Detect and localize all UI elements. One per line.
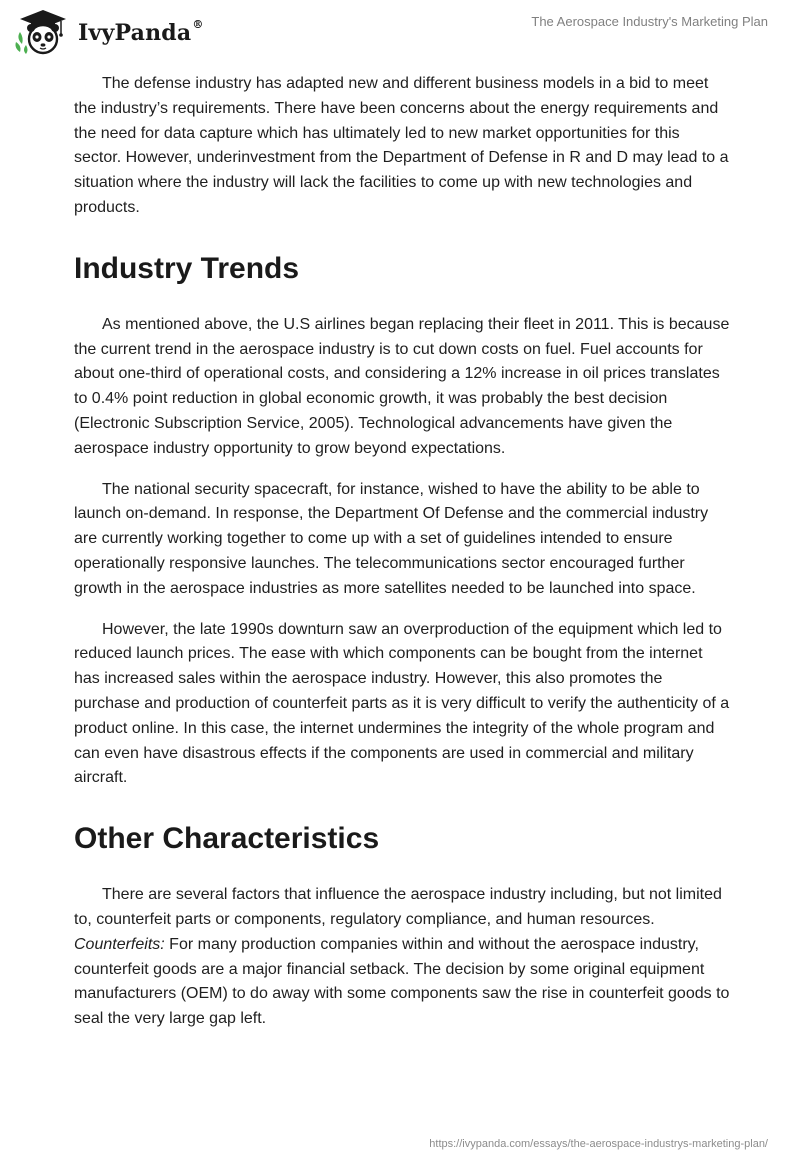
paragraph-text-rest: For many production companies within and without the aerospace industry, counterfeit goods are a major financial setback. The decision by some original equipment manufacturers (OEM) to do away with some components saw the rise in counterfeit goods to seal the very large gap left.	[74, 935, 730, 1028]
article-body	[74, 72, 730, 1048]
italic-label-counterfeits: Counterfeits:	[74, 935, 165, 953]
brand-logo[interactable]	[14, 8, 204, 56]
industry-trends-paragraph-1: As mentioned above, the U.S airlines began replacing their fleet in 2011. This is because the current trend in the aerospace industry is to cut down costs on fuel. Fuel accounts for about one-third of operational costs, and considering a 12% increase in oil prices translates to 0.4% point reduction in global economic growth, it was probably the best decision (Electronic Subscription Service, 2005). Technological advancements have given the aerospace industry opportunity to grow beyond expectations.	[74, 315, 730, 457]
other-characteristics-paragraph	[74, 883, 730, 1032]
document-title: The Aerospace Industry's Marketing Plan	[531, 14, 768, 29]
brand-name: IvyPanda®	[78, 17, 204, 46]
source-url[interactable]: https://ivypanda.com/essays/the-aerospace-industrys-marketing-plan/	[429, 1138, 768, 1150]
paragraph-text-lead: There are several factors that influence the aerospace industry including, but not limited to, counterfeit parts or components, regulatory compliance, and human resources.	[74, 886, 722, 928]
section-heading-industry-trends: Industry Trends	[74, 251, 300, 285]
panda-graduate-icon	[14, 8, 72, 56]
industry-trends-paragraph-3: However, the late 1990s downturn saw an overproduction of the equipment which led to reduced launch prices. The ease with which components can be bought from the internet has increased sales within the aerospace industry. However, this also promotes the purchase and production of counterfeit parts as it is very difficult to verify the authenticity of a product online. In this case, the internet undermines the integrity of the whole program and can even have disastrous effects if the components are used in commercial and military aircraft.	[74, 620, 730, 787]
industry-trends-paragraph-2: The national security spacecraft, for instance, wished to have the ability to be able to launch on-demand. In response, the Department Of Defense and the commercial industry are currently working together to come up with a set of guidelines intended to ensure operationally responsive launches. The telecommunications sector encouraged further growth in the aerospace industries as more satellites needed to be launched into space.	[74, 480, 709, 597]
section-heading-other-characteristics: Other Characteristics	[74, 822, 380, 856]
intro-paragraph: The defense industry has adapted new and different business models in a bid to meet the industry’s requirements. There have been concerns about the energy requirements and the need for data capture which has ultimately led to new market opportunities for this sector. However, underinvestment from the Department of Defense in R and D may lead to a situation where the industry will lack the facilities to come up with new technologies and products.	[74, 75, 729, 216]
page-header	[0, 0, 800, 64]
